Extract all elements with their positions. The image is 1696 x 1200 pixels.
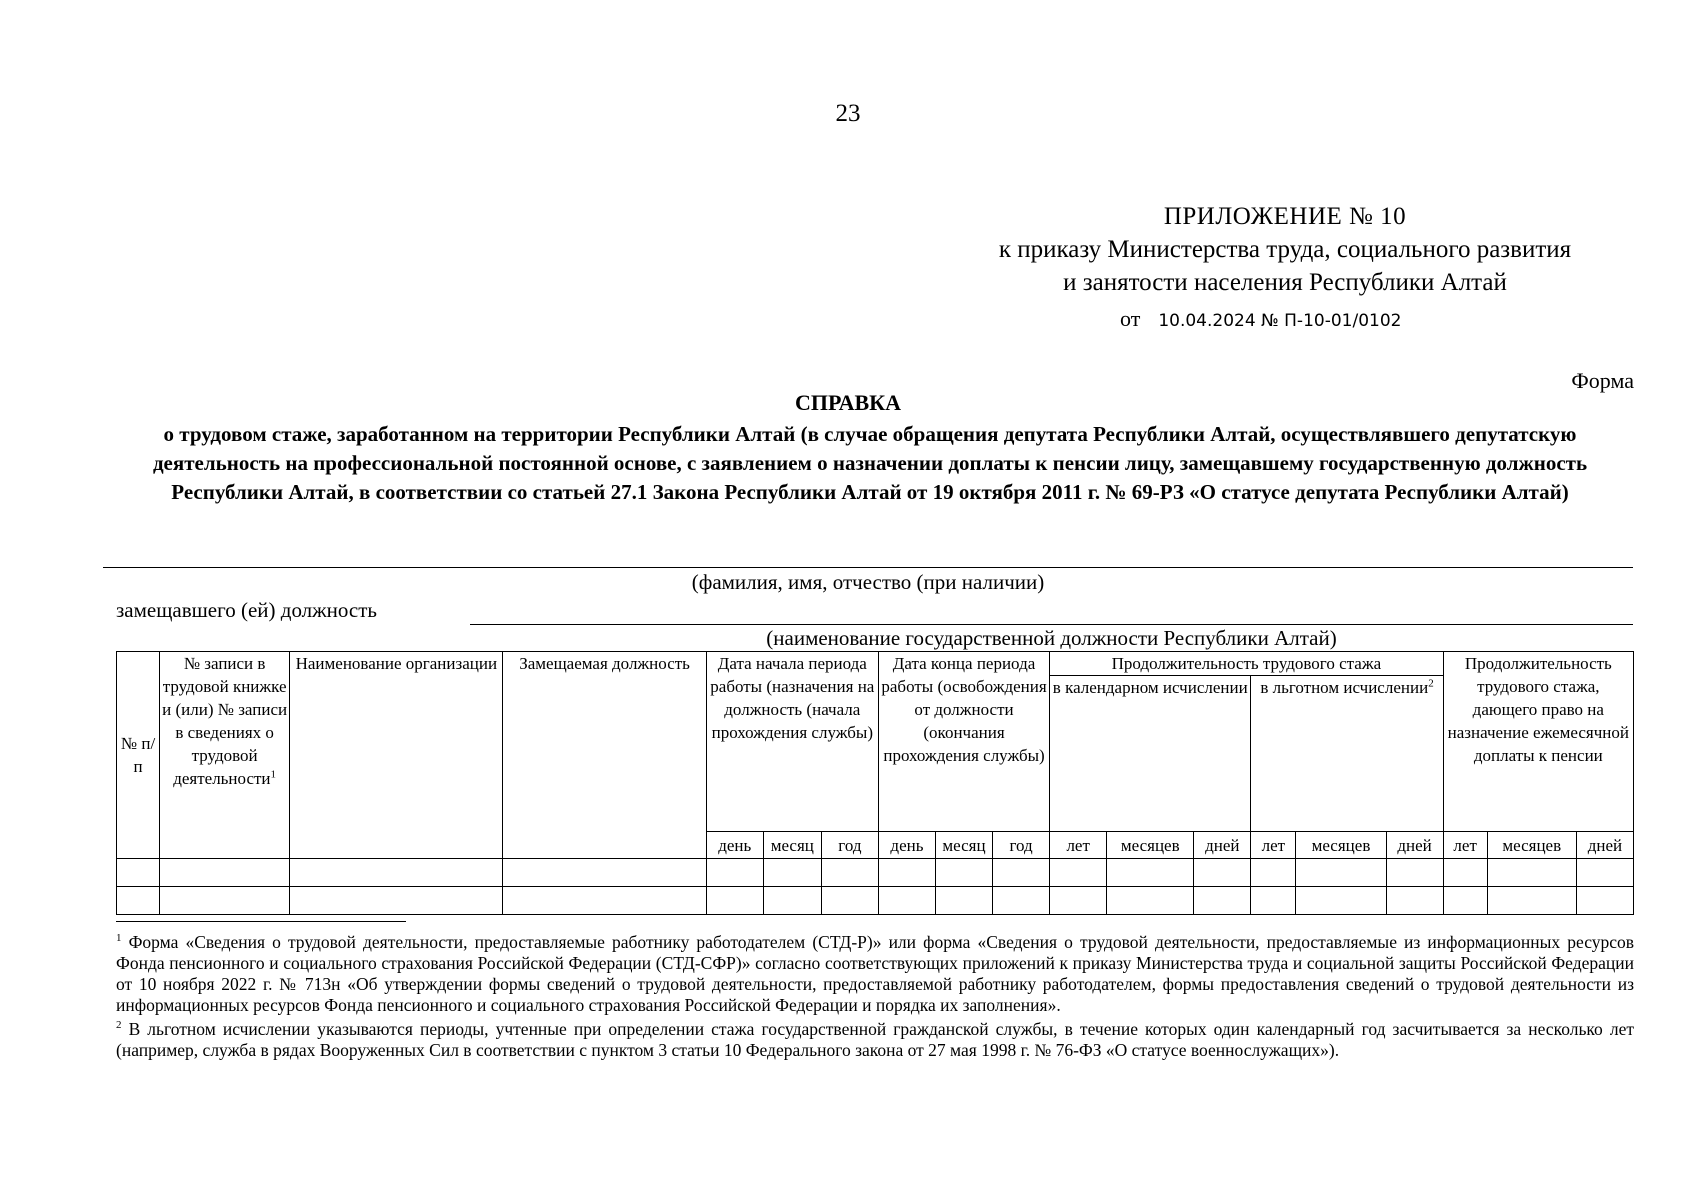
table-cell[interactable] [1050,859,1107,887]
work-experience-table [116,651,1634,915]
table-cell[interactable] [1576,887,1633,915]
document-subtitle: о трудовом стаже, заработанном на территории Республики Алтай (в случае обращения депутата Республики Алтай, осуществлявшего депутатскую деятельность на профессиональной постоянной основе, с заявлением о назначении доплаты к пенсии лицу, замещавшему государственную должность Республики Алтай, в соответствии со статьей 27.1 Закона Республики Алтай от 19 октября 2011 г. № 69-РЗ «О статусе депутата Республики Алтай) [152,422,1588,504]
table-cell[interactable] [1443,859,1487,887]
col-header-number: № п/п [117,652,160,859]
footnote-1-text: Форма «Сведения о трудовой деятельности, предоставляемые работнику работодателем (СТД-Р)» или форма «Сведения о трудовой деятельности, предоставляемые из информационных ресурсов Фонда пенсионного и социального страхования Российской Федерации (СТД-СФР)» согласно соответствующих приложений к приказу Министерства труда и социальной защиты Российской Федерации от 10 ноября 2022 г. № 713н «Об утверждении формы сведений о трудовой деятельности, предоставляемой работнику работодателем, формы предоставления сведений о трудовой деятельности из информационных ресурсов Фонда пенсионного и социального страхования Российской Федерации и порядка их заполнения». [116,932,1635,1015]
table-cell[interactable] [821,887,878,915]
position-caption: (наименование государственной должности Республики Алтай) [766,626,1337,650]
col-header-preferential-text: в льготном исчислении [1260,678,1429,697]
unit-start-month: месяц [763,832,821,859]
footnotes [116,932,1634,1061]
table-cell[interactable] [1296,887,1386,915]
table-row [117,887,1634,915]
footnote-2-mark: 2 [116,1019,122,1032]
col-header-end-date: Дата конца периода работы (освобождения от должности (окончания прохождения службы) [878,652,1049,832]
unit-preferential-years: лет [1251,832,1296,859]
table-cell[interactable] [878,887,935,915]
table-cell[interactable] [1487,887,1576,915]
col-header-organization: Наименование организации [290,652,503,859]
page-number: 23 [835,100,861,127]
table-cell[interactable] [1251,859,1296,887]
footnote-2-text: В льготном исчислении указываются периоды, учтенные при определении стажа государственной гражданской службы, в течение которых один календарный год засчитывается за несколько лет (например, служба в рядах Вооруженных Сил в соответствии с пунктом 3 статьи 10 Федерального закона от 27 мая 1998 г. № 76-ФЗ «О статусе военнослужащих»). [116,1019,1634,1060]
table-cell[interactable] [1050,887,1107,915]
table-cell[interactable] [1386,887,1443,915]
table-cell[interactable] [706,887,763,915]
appendix-title: ПРИЛОЖЕНИЕ № 10 [1163,203,1407,230]
table-cell[interactable] [1443,887,1487,915]
unit-end-month: месяц [935,832,992,859]
table-cell[interactable] [821,859,878,887]
table-cell[interactable] [1107,887,1194,915]
form-label: Форма [1571,368,1634,393]
table-cell[interactable] [160,887,290,915]
table-cell[interactable] [706,859,763,887]
name-caption: (фамилия, имя, отчество (при наличии) [691,570,1045,594]
table-cell[interactable] [763,887,821,915]
unit-pension-years: лет [1443,832,1487,859]
table-cell[interactable] [290,859,503,887]
table-cell[interactable] [878,859,935,887]
unit-calendar-days: дней [1194,832,1251,859]
unit-end-year: год [993,832,1050,859]
col-header-start-date: Дата начала периода работы (назначения на должность (начала прохождения службы) [706,652,878,832]
unit-calendar-years: лет [1050,832,1107,859]
table-cell[interactable] [117,887,160,915]
table-cell[interactable] [935,859,992,887]
appendix-line-2: и занятости населения Республики Алтай [1063,269,1507,296]
position-line [470,624,1633,625]
name-line [103,567,1633,568]
col-header-calendar: в календарном исчислении [1050,676,1251,832]
table-cell[interactable] [1194,859,1251,887]
table-cell[interactable] [503,859,706,887]
footnote-ref-1: 1 [270,768,277,781]
document-title: СПРАВКА [794,390,902,415]
col-header-duration: Продолжительность трудового стажа [1050,652,1444,676]
footnote-1-mark: 1 [116,932,122,945]
col-header-pension: Продолжительность трудового стажа, дающего право на назначение ежемесячной доплаты к пенсии [1443,652,1633,832]
position-label: замещавшего (ей) должность [116,598,377,622]
order-date-prefix: от [1120,306,1141,331]
unit-pension-months: месяцев [1487,832,1576,859]
table-cell[interactable] [1251,887,1296,915]
col-header-position: Замещаемая должность [503,652,706,859]
col-header-preferential [1251,676,1443,832]
appendix-header [940,200,1630,299]
unit-calendar-months: месяцев [1107,832,1194,859]
table-cell[interactable] [290,887,503,915]
table-cell[interactable] [117,859,160,887]
col-header-record-text: № записи в трудовой книжке и (или) № записи в сведениях о трудовой деятельности [162,654,288,788]
unit-start-year: год [821,832,878,859]
table-cell[interactable] [1296,859,1386,887]
order-date-number: 10.04.2024 № П-10-01/0102 [1158,311,1402,331]
table-cell[interactable] [935,887,992,915]
table-cell[interactable] [1194,887,1251,915]
table-cell[interactable] [1107,859,1194,887]
table-cell[interactable] [160,859,290,887]
footnote-2 [116,1019,1634,1061]
unit-preferential-days: дней [1386,832,1443,859]
unit-pension-days: дней [1576,832,1633,859]
table-cell[interactable] [993,887,1050,915]
footnote-ref-2: 2 [1428,677,1434,690]
footnote-1 [116,932,1634,1016]
table-cell[interactable] [503,887,706,915]
table-cell[interactable] [993,859,1050,887]
table-cell[interactable] [1386,859,1443,887]
unit-start-day: день [706,832,763,859]
table-cell[interactable] [1576,859,1633,887]
footnote-divider [116,921,406,922]
order-date-line [1120,306,1401,332]
appendix-line-1: к приказу Министерства труда, социального развития [998,236,1572,263]
col-header-record [160,652,290,859]
table-cell[interactable] [1487,859,1576,887]
table-cell[interactable] [763,859,821,887]
unit-end-day: день [878,832,935,859]
unit-preferential-months: месяцев [1296,832,1386,859]
table-row [117,859,1634,887]
